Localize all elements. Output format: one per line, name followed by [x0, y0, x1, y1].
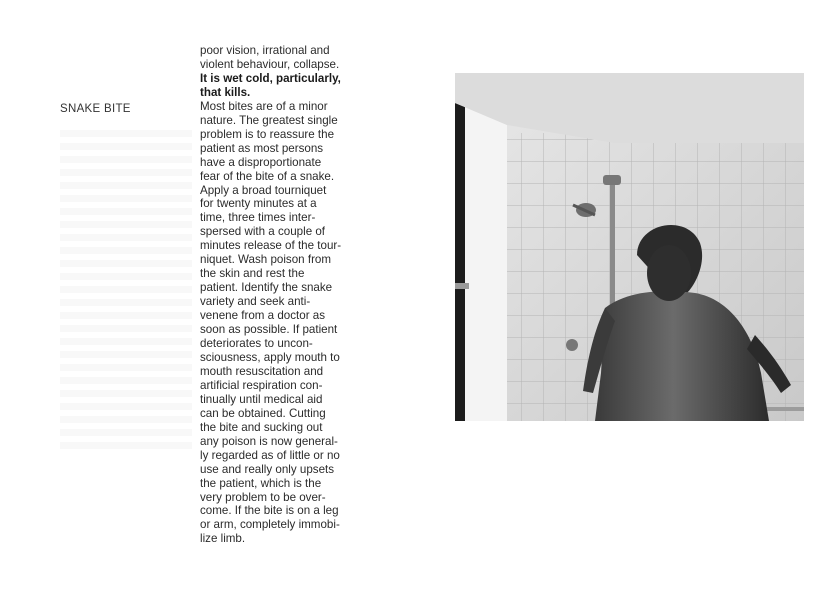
text-line: soon as possible. If patient	[200, 323, 338, 337]
text-line: Most bites are of a minor	[200, 99, 328, 113]
text-line: ly regarded as of little or no	[200, 448, 340, 462]
text-line: patient as most persons	[200, 141, 324, 155]
text-line: patient. Identify the snake	[200, 281, 333, 295]
emphasis-line: that kills.	[200, 85, 251, 99]
text-line: for twenty minutes at a	[200, 197, 317, 211]
text-line: the bite and sucking out	[200, 420, 323, 434]
emphasis-line: It is wet cold, particularly,	[200, 71, 341, 85]
text-line: deteriorates to uncon-	[200, 337, 313, 351]
text-line: poor vision, irrational and	[200, 44, 330, 57]
text-line: very problem to be over-	[200, 490, 326, 504]
text-line: spersed with a couple of	[200, 225, 326, 239]
text-line: come. If the bite is on a leg	[200, 504, 339, 518]
text-line: venene from a doctor as	[200, 309, 326, 323]
text-line: tinually until medical aid	[200, 392, 323, 406]
section-heading: SNAKE BITE	[60, 103, 131, 115]
text-line: any poison is now general-	[200, 434, 338, 448]
text-line: or arm, completely immobi-	[200, 518, 340, 532]
text-line: sciousness, apply mouth to	[200, 350, 340, 364]
text-line: variety and seek anti-	[200, 295, 311, 309]
text-line: can be obtained. Cutting	[200, 406, 326, 420]
text-line: niquet. Wash poison from	[200, 253, 332, 267]
text-line: problem is to reassure the	[200, 127, 335, 141]
text-line: fear of the bite of a snake.	[200, 169, 335, 183]
text-line: mouth resuscitation and	[200, 364, 324, 378]
text-line: violent behaviour, collapse.	[200, 57, 340, 71]
text-line: lize limb.	[200, 532, 246, 546]
text-line: time, three times inter-	[200, 211, 316, 225]
text-line: nature. The greatest single	[200, 113, 338, 127]
shower-photograph	[455, 73, 804, 421]
text-line: the patient, which is the	[200, 476, 322, 490]
text-line: the skin and rest the	[200, 267, 305, 281]
body-text-column	[200, 44, 356, 546]
bleed-through-text	[60, 130, 192, 450]
text-line: minutes release of the tour-	[200, 239, 342, 253]
text-line: have a disproportionate	[200, 155, 322, 169]
text-line: artificial respiration con-	[200, 378, 323, 392]
text-line: Apply a broad tourniquet	[200, 183, 327, 197]
text-line: use and really only upsets	[200, 462, 335, 476]
